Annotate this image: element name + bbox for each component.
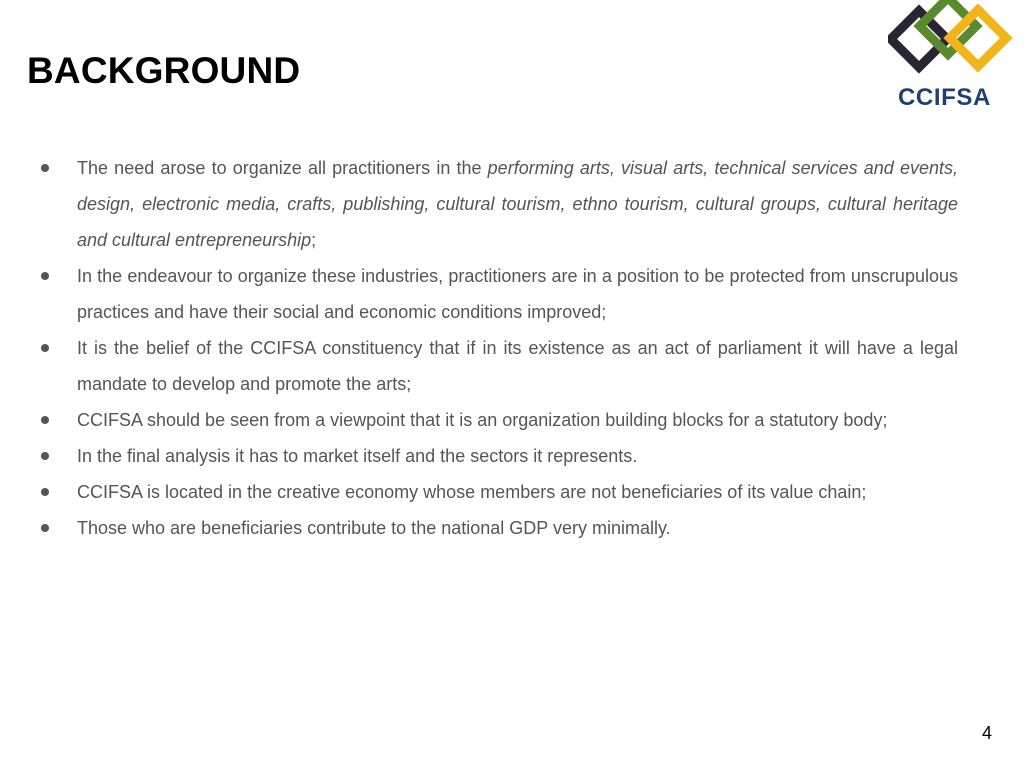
ccifsa-logo xyxy=(888,0,1016,112)
bullet-text: ; xyxy=(311,230,317,250)
bullet-text: It is the belief of the CCIFSA constituency that if in its existence as an act of parliament it will have a legal mandate to develop and promote the arts; xyxy=(77,338,958,394)
bullet-text-italic: performing arts, visual arts, technical services and events, design, electronic media, crafts, publishing, cultural tourism, ethno tourism, cultural groups, cultural heritage and cultural entrepreneurship xyxy=(77,158,958,250)
bullet-text: In the endeavour to organize these industries, practitioners are in a position to be protected from unscrupulous practices and have their social and economic conditions improved; xyxy=(77,266,958,322)
bullet-list xyxy=(40,150,958,546)
bullet-text: Those who are beneficiaries contribute to the national GDP very minimally. xyxy=(77,518,671,538)
page-number: 4 xyxy=(982,723,993,743)
logo-diamond-green xyxy=(920,0,977,54)
bullet-item xyxy=(40,150,958,258)
bullet-text: CCIFSA should be seen from a viewpoint that it is an organization building blocks for a statutory body; xyxy=(77,410,888,430)
bullet-text: CCIFSA is located in the creative economy whose members are not beneficiaries of its value chain; xyxy=(77,482,867,502)
bullet-text: The need arose to organize all practitioners in the xyxy=(77,158,488,178)
bullet-item xyxy=(40,330,958,402)
logo-text: CCIFSA xyxy=(898,84,991,111)
bullet-item xyxy=(40,510,958,546)
slide-title: BACKGROUND xyxy=(27,50,301,91)
bullet-item xyxy=(40,258,958,330)
bullet-item xyxy=(40,474,958,510)
bullet-item xyxy=(40,402,958,438)
bullet-item xyxy=(40,438,958,474)
interlocking-diamonds-icon xyxy=(888,0,1016,84)
bullet-text: In the final analysis it has to market itself and the sectors it represents. xyxy=(77,446,638,466)
